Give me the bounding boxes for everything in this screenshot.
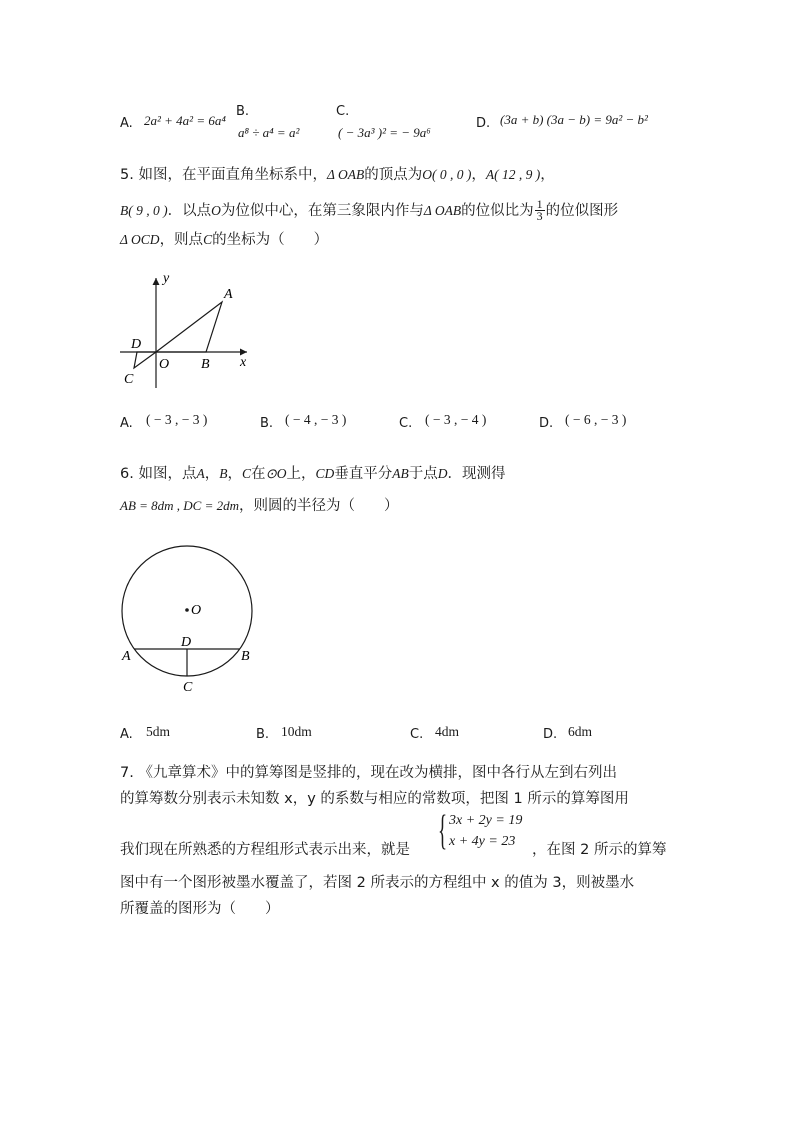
q5-point-o: O( 0 , 0 ) bbox=[422, 167, 472, 182]
q5-label-d: D bbox=[131, 337, 142, 352]
q7-line-1: 7. 《九章算术》中的算筹图是竖排的，现在改为横排，图中各行从左到右列出 bbox=[120, 765, 617, 781]
q6-figure bbox=[112, 538, 262, 698]
q6-var-cd: CD bbox=[315, 466, 335, 481]
q5-option-d-value: ( − 6 , − 3 ) bbox=[565, 412, 627, 427]
q5-option-a-label: A. bbox=[120, 416, 133, 431]
q5-triangle-oab-shape bbox=[156, 302, 222, 352]
q6-option-a-label: A. bbox=[120, 727, 133, 742]
q5-figure bbox=[115, 268, 265, 393]
q6-label-d: D bbox=[181, 635, 192, 650]
q6-option-c-label: C. bbox=[410, 727, 424, 742]
q6-var-b: B bbox=[219, 466, 228, 481]
q5-point-a: A( 12 , 9 ) bbox=[485, 167, 541, 182]
q5-label-a: A bbox=[224, 287, 233, 302]
q6-text: 在 bbox=[250, 466, 266, 482]
q4-option-c-label: C. bbox=[336, 104, 350, 119]
q6-measure-expr: AB = 8dm , DC = 2dm bbox=[120, 498, 240, 513]
q6-label-o: O bbox=[191, 603, 202, 618]
q6-text: 上， bbox=[286, 466, 316, 482]
q6-option-a-value: 5dm bbox=[146, 724, 171, 739]
q6-text: ，则圆的半径为（ ） bbox=[239, 498, 399, 514]
q6-var-c: C bbox=[241, 466, 251, 481]
q6-label-b: B bbox=[241, 649, 250, 664]
q7-system-brace: { bbox=[438, 808, 448, 854]
q7-equation-1: 3x + 2y = 19 bbox=[449, 813, 523, 828]
q6-text: ， bbox=[204, 466, 220, 482]
q7-equation-2: x + 4y = 23 bbox=[449, 834, 516, 849]
q5-line-3 bbox=[120, 228, 328, 249]
q6-var-a: A bbox=[196, 466, 205, 481]
q5-triangle-ocd-shape bbox=[134, 352, 156, 368]
q4-option-a-label: A. bbox=[120, 116, 133, 131]
q5-label-c: C bbox=[124, 372, 134, 387]
q5-fraction-numerator: 1 bbox=[536, 197, 543, 211]
q5-triangle-oab: Δ OAB bbox=[326, 167, 365, 182]
q5-text: ，则点 bbox=[159, 232, 204, 248]
q6-option-b-label: B. bbox=[256, 727, 270, 742]
q5-triangle-ocd: Δ OCD bbox=[120, 232, 160, 247]
q6-label-a: A bbox=[122, 649, 131, 664]
q4-option-a-expr: 2a² + 4a² = 6a⁴ bbox=[144, 113, 226, 128]
q5-text: 的位似比为 bbox=[461, 203, 534, 219]
q5-option-b-value: ( − 4 , − 3 ) bbox=[285, 412, 347, 427]
q6-option-d-label: D. bbox=[543, 727, 558, 742]
q5-text: ， bbox=[540, 167, 555, 183]
q5-triangle-oab-2: Δ OAB bbox=[423, 203, 462, 218]
q5-option-c-label: C. bbox=[399, 416, 413, 431]
q7-line-2: 的算筹数分别表示未知数 x，y 的系数与相应的常数项，把图 1 所示的算筹图用 bbox=[120, 791, 629, 807]
q5-y-axis-label: y bbox=[163, 271, 170, 286]
q5-line-1 bbox=[120, 163, 555, 184]
q5-label-b: B bbox=[201, 357, 210, 372]
q6-option-d-value: 6dm bbox=[568, 724, 593, 739]
q6-option-b-value: 10dm bbox=[281, 724, 312, 739]
q7-line-3-suffix: ，在图 2 所示的算筹 bbox=[532, 842, 667, 858]
q5-text: 5. 如图，在平面直角坐标系中， bbox=[120, 167, 327, 183]
q6-text: ．现测得 bbox=[447, 466, 506, 482]
q5-option-d-label: D. bbox=[539, 416, 554, 431]
q5-option-c-value: ( − 3 , − 4 ) bbox=[425, 412, 487, 427]
q5-text: ， bbox=[471, 167, 486, 183]
q6-text: ， bbox=[227, 466, 242, 482]
q7-line-3-prefix: 我们现在所熟悉的方程组形式表示出来，就是 bbox=[120, 842, 410, 858]
q6-text: 垂直平分 bbox=[334, 466, 393, 482]
q5-fraction bbox=[535, 199, 545, 222]
q6-option-c-value: 4dm bbox=[435, 724, 460, 739]
q7-line-5: 所覆盖的图形为（ ） bbox=[120, 901, 280, 917]
q6-var-ab: AB bbox=[392, 466, 409, 481]
q6-var-d: D bbox=[437, 466, 448, 481]
q5-label-o: O bbox=[159, 357, 170, 372]
q5-text: 的顶点为 bbox=[364, 167, 423, 183]
q5-option-b-label: B. bbox=[260, 416, 274, 431]
q6-line-1 bbox=[120, 462, 506, 483]
q5-line-2 bbox=[120, 199, 618, 222]
q6-center-point bbox=[185, 608, 189, 612]
q5-fraction-denominator: 3 bbox=[536, 209, 543, 223]
q4-option-d-label: D. bbox=[476, 116, 491, 131]
q5-var-o: O bbox=[211, 203, 221, 218]
q6-text: 6. 如图，点 bbox=[120, 466, 197, 482]
q5-point-b: B( 9 , 0 ) bbox=[120, 203, 168, 218]
q6-circle-o: ⊙O bbox=[265, 466, 287, 481]
q5-text: 的坐标为（ ） bbox=[212, 232, 329, 248]
q6-line-2 bbox=[120, 494, 399, 515]
q4-option-d-expr: (3a + b) (3a − b) = 9a² − b² bbox=[500, 112, 648, 127]
q5-text: ．以点 bbox=[167, 203, 212, 219]
q6-text: 于点 bbox=[408, 466, 438, 482]
q5-x-axis-label: x bbox=[240, 355, 247, 370]
q5-var-c: C bbox=[203, 232, 213, 247]
q4-option-b-label: B. bbox=[236, 104, 250, 119]
q7-line-4: 图中有一个图形被墨水覆盖了，若图 2 所表示的方程组中 x 的值为 3，则被墨水 bbox=[120, 875, 635, 891]
q6-label-c: C bbox=[183, 680, 193, 695]
q4-option-c-expr: ( − 3a³ )² = − 9a⁶ bbox=[338, 125, 431, 140]
q5-text: 为位似中心，在第三象限内作与 bbox=[220, 203, 424, 219]
q4-option-b-expr: a⁸ ÷ a⁴ = a² bbox=[238, 125, 300, 140]
q5-text: 的位似图形 bbox=[545, 203, 619, 219]
q5-option-a-value: ( − 3 , − 3 ) bbox=[146, 412, 208, 427]
